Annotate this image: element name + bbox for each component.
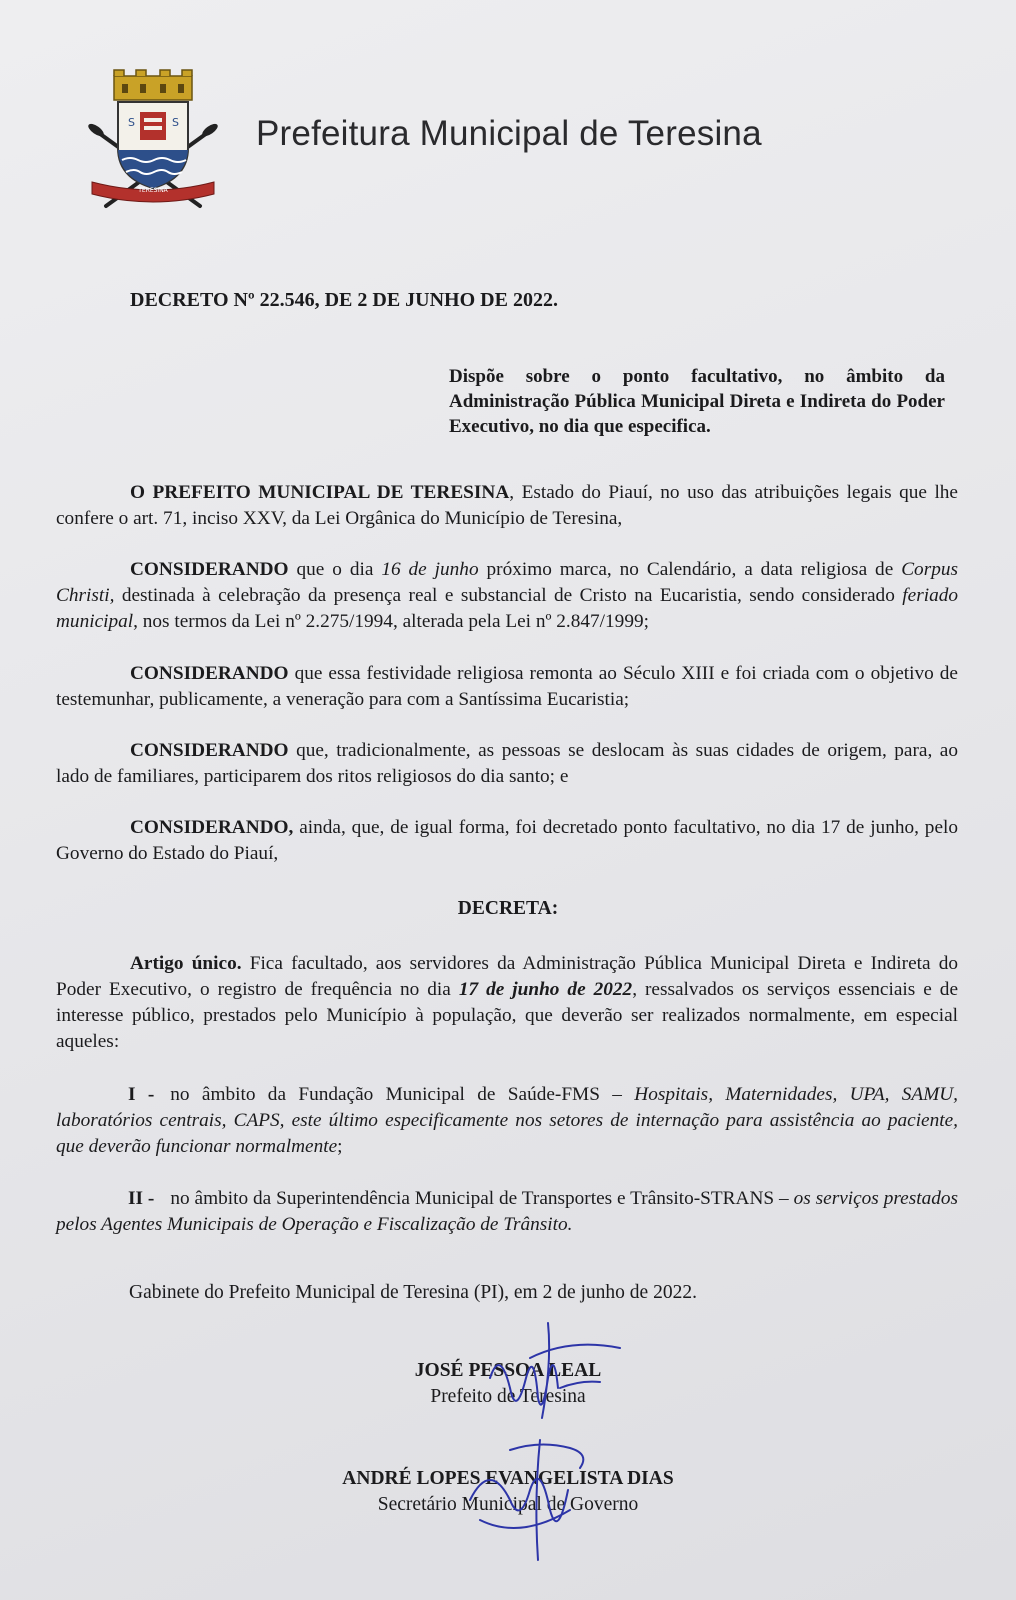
handwritten-signature-secretary — [440, 1430, 630, 1570]
considerando-text: que, tradicionalmente, as pessoas se deslocam às suas cidades de origem, para, ao lado de familiares, participarem dos ritos religiosos do dia santo; e — [56, 740, 958, 787]
item-italic: Hospitais, Maternidades, UPA, SAMU, laboratórios centrais, CAPS, este último especificamente nos setores de internação para assistência ao paciente, que deverão funcionar normalmente — [56, 1084, 959, 1157]
considerando-text: destinada à celebração da presença real e substancial de Cristo na Eucaristia, sendo considerado — [114, 585, 903, 606]
municipal-crest-logo — [88, 68, 218, 216]
item-text: no âmbito da Fundação Municipal de Saúde-FMS – — [170, 1084, 635, 1105]
signatory-role: Prefeito de Teresina — [430, 1386, 586, 1407]
decree-summary: Dispõe sobre o ponto facultativo, no âmbito da Administração Pública Municipal Direta e Indireta do Poder Executivo, no dia que especifica. — [449, 366, 945, 437]
artigo-text: Fica facultado, aos servidores da Administração Pública Municipal Direta e Indireta do Poder Executivo, o registro de frequência no dia — [56, 953, 958, 1000]
preamble-text: , Estado do Piauí, no uso das atribuições legais que lhe confere o art. 71, inciso XXV, da Lei Orgânica do Município de Teresina, — [56, 482, 958, 529]
decreta-heading: DECRETA: — [457, 898, 559, 919]
decree-title: DECRETO Nº 22.546, DE 2 DE JUNHO DE 2022. — [130, 289, 558, 311]
considerando-text: que essa festividade religiosa remonta ao Século XIII e foi criada com o objetivo de testemunhar, publicamente, a veneração para com a Santíssima Eucaristia; — [56, 663, 958, 710]
considerando-text: , nos termos da Lei nº 2.275/1994, alterada pela Lei nº 2.847/1999; — [133, 611, 649, 632]
considerando-paragraph — [56, 815, 958, 867]
considerando-paragraph — [56, 738, 958, 790]
considerando-paragraph — [56, 557, 958, 635]
svg-text:TERESINA: TERESINA — [138, 187, 168, 194]
preamble-bold: O PREFEITO MUNICIPAL DE TERESINA — [130, 482, 510, 503]
artigo-unico-paragraph — [56, 951, 958, 1055]
signatory-name: ANDRÉ LOPES EVANGELISTA DIAS — [342, 1468, 674, 1489]
svg-text:S: S — [172, 116, 179, 129]
considerando-italic: Corpus Christi, — [56, 559, 958, 606]
letterhead — [88, 68, 948, 218]
considerando-label: CONSIDERANDO, — [130, 817, 294, 838]
artigo-date: 17 de junho de 2022 — [458, 979, 633, 1000]
signatory-name: JOSÉ PESSOA LEAL — [414, 1360, 602, 1381]
considerando-label: CONSIDERANDO — [130, 559, 289, 580]
item-italic: os serviços prestados pelos Agentes Municipais de Operação e Fiscalização de Trânsito. — [56, 1188, 958, 1235]
closing-line: Gabinete do Prefeito Municipal de Teresina (PI), em 2 de junho de 2022. — [129, 1282, 697, 1303]
item-end: ; — [337, 1136, 343, 1157]
item-i — [56, 1082, 958, 1160]
item-numeral: I - — [128, 1084, 155, 1105]
handwritten-signature-mayor — [470, 1318, 640, 1428]
considerando-paragraph — [56, 661, 958, 713]
considerando-italic: feriado municipal — [56, 585, 958, 632]
signatory-role: Secretário Municipal de Governo — [377, 1494, 639, 1515]
considerando-label: CONSIDERANDO — [130, 663, 289, 684]
artigo-text: , ressalvados os serviços essenciais e de interesse público, prestados pelo Município à população, que deverão ser realizados normalmente, em especial aqueles: — [56, 979, 958, 1052]
item-numeral: II - — [128, 1188, 155, 1209]
considerando-label: CONSIDERANDO — [130, 740, 289, 761]
considerando-text: ainda, que, de igual forma, foi decretado ponto facultativo, no dia 17 de junho, pelo Governo do Estado do Piauí, — [56, 817, 958, 864]
organization-name: Prefeitura Municipal de Teresina — [256, 114, 762, 153]
preamble-paragraph — [56, 480, 958, 532]
considerando-text: que o dia — [288, 559, 382, 580]
item-text: no âmbito da Superintendência Municipal de Transportes e Trânsito-STRANS – — [170, 1188, 794, 1209]
item-ii — [56, 1186, 958, 1238]
considerando-italic: 16 de junho — [381, 559, 479, 580]
svg-text:S: S — [128, 116, 135, 129]
artigo-label: Artigo único. — [130, 953, 242, 974]
considerando-text: próximo marca, no Calendário, a data religiosa de — [478, 559, 902, 580]
